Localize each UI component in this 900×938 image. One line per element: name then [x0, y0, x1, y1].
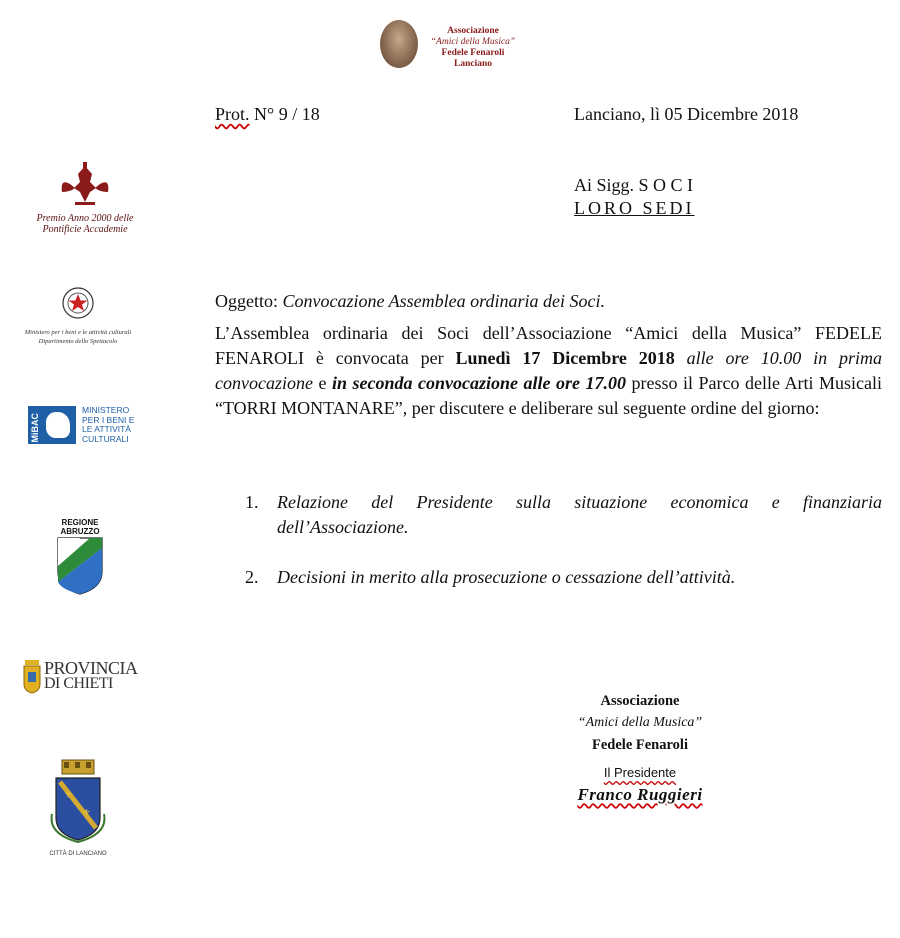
- abruzzo-line-2: ABRUZZO: [60, 527, 100, 536]
- signature-role: Il Presidente: [603, 765, 677, 780]
- mibac-line-4: CULTURALI: [82, 433, 129, 444]
- header-line-2: “Amici della Musica”: [430, 37, 516, 47]
- body-text-1: L’Assemblea ordinaria dei Soci dell’Associazione “Amici della Musica” FEDELE FENAROLI è convocata per: [215, 323, 882, 368]
- mibac-line-3: LE ATTIVITÀ: [82, 424, 131, 434]
- chieti-crest-icon: [22, 658, 42, 694]
- chieti-line-1: PROVINCIA: [44, 658, 138, 678]
- italian-republic-emblem-icon: [18, 283, 138, 323]
- papal-caption-2: Pontificie Accademie: [42, 224, 128, 235]
- body-paragraph: [215, 321, 882, 421]
- ministry-culture-logo: [18, 283, 138, 346]
- agenda-number: 2.: [245, 567, 259, 587]
- lanciano-caption: CITTÀ DI LANCIANO: [49, 851, 107, 857]
- subject-text: Convocazione Assemblea ordinaria dei Soci.: [282, 291, 605, 311]
- letter-date: Lanciano, lì 05 Dicembre 2018: [574, 104, 799, 124]
- svg-text:⚜: ⚜: [64, 790, 73, 801]
- regione-abruzzo-logo: [50, 518, 110, 601]
- abruzzo-shield-icon: [50, 536, 110, 596]
- signature-line-1: Associazione: [600, 693, 680, 709]
- protocol-prefix: Prot.: [215, 104, 250, 124]
- chieti-line-2: DI CHIETI: [44, 675, 113, 692]
- papal-emblem-icon: [30, 162, 140, 208]
- header-line-1: Associazione: [447, 26, 499, 36]
- body-text-3: presso il Parco delle Arti Musicali “TORRI MONTANARE”, per discutere e deliberare sul seguente ordine del giorno:: [215, 373, 882, 418]
- mibac-line-1: MINISTERO: [82, 405, 130, 415]
- header-line-4: Lanciano: [453, 59, 492, 69]
- header-line-3: Fedele Fenaroli: [441, 48, 505, 58]
- subject-label: Oggetto:: [215, 291, 278, 311]
- agenda-text: Decisioni in merito alla prosecuzione o cessazione dell’attività.: [277, 567, 736, 587]
- mibac-abbr: MiBAC: [30, 412, 40, 442]
- agenda-text: Relazione del Presidente sulla situazione economica e finanziaria dell’Associazione.: [277, 492, 882, 537]
- mibac-square-icon: [28, 406, 76, 444]
- protocol-number: [215, 103, 320, 125]
- signature-block: [545, 690, 735, 806]
- recipient-line-1: Ai Sigg. S O C I: [574, 175, 694, 195]
- association-portrait-logo: [380, 20, 418, 68]
- body-second-call: in seconda convocazione alle ore 17.00: [331, 373, 626, 393]
- body-meeting-date: Lunedì 17 Dicembre 2018: [455, 348, 675, 368]
- papal-caption-1: Premio Anno 2000 delle: [36, 213, 134, 224]
- lanciano-coat-of-arms-icon: [48, 758, 108, 844]
- signature-line-3: Fedele Fenaroli: [592, 737, 688, 753]
- agenda-number: 1.: [245, 492, 259, 512]
- mibac-line-2: PER I BENI E: [82, 414, 135, 425]
- signature-name: Franco Ruggieri: [577, 785, 703, 804]
- header-association-name: [418, 26, 528, 70]
- ministry-caption-1: Ministero per i beni e le attività culturali: [24, 329, 132, 336]
- subject: [215, 290, 882, 312]
- citta-lanciano-logo: [48, 758, 108, 860]
- svg-text:⚜: ⚜: [82, 808, 91, 819]
- signature-line-2: “Amici della Musica”: [577, 715, 703, 730]
- abruzzo-line-1: REGIONE: [61, 518, 99, 527]
- body-first-call: alle ore 10.00 in prima convocazione: [215, 348, 882, 393]
- recipient-line-2: LORO SEDI: [574, 198, 695, 218]
- papal-academies-logo: [30, 162, 140, 235]
- ministry-caption-2: Dipartimento dello Spettacolo: [38, 338, 118, 345]
- protocol-value: N° 9 / 18: [249, 104, 320, 124]
- body-text-2: e: [312, 373, 332, 393]
